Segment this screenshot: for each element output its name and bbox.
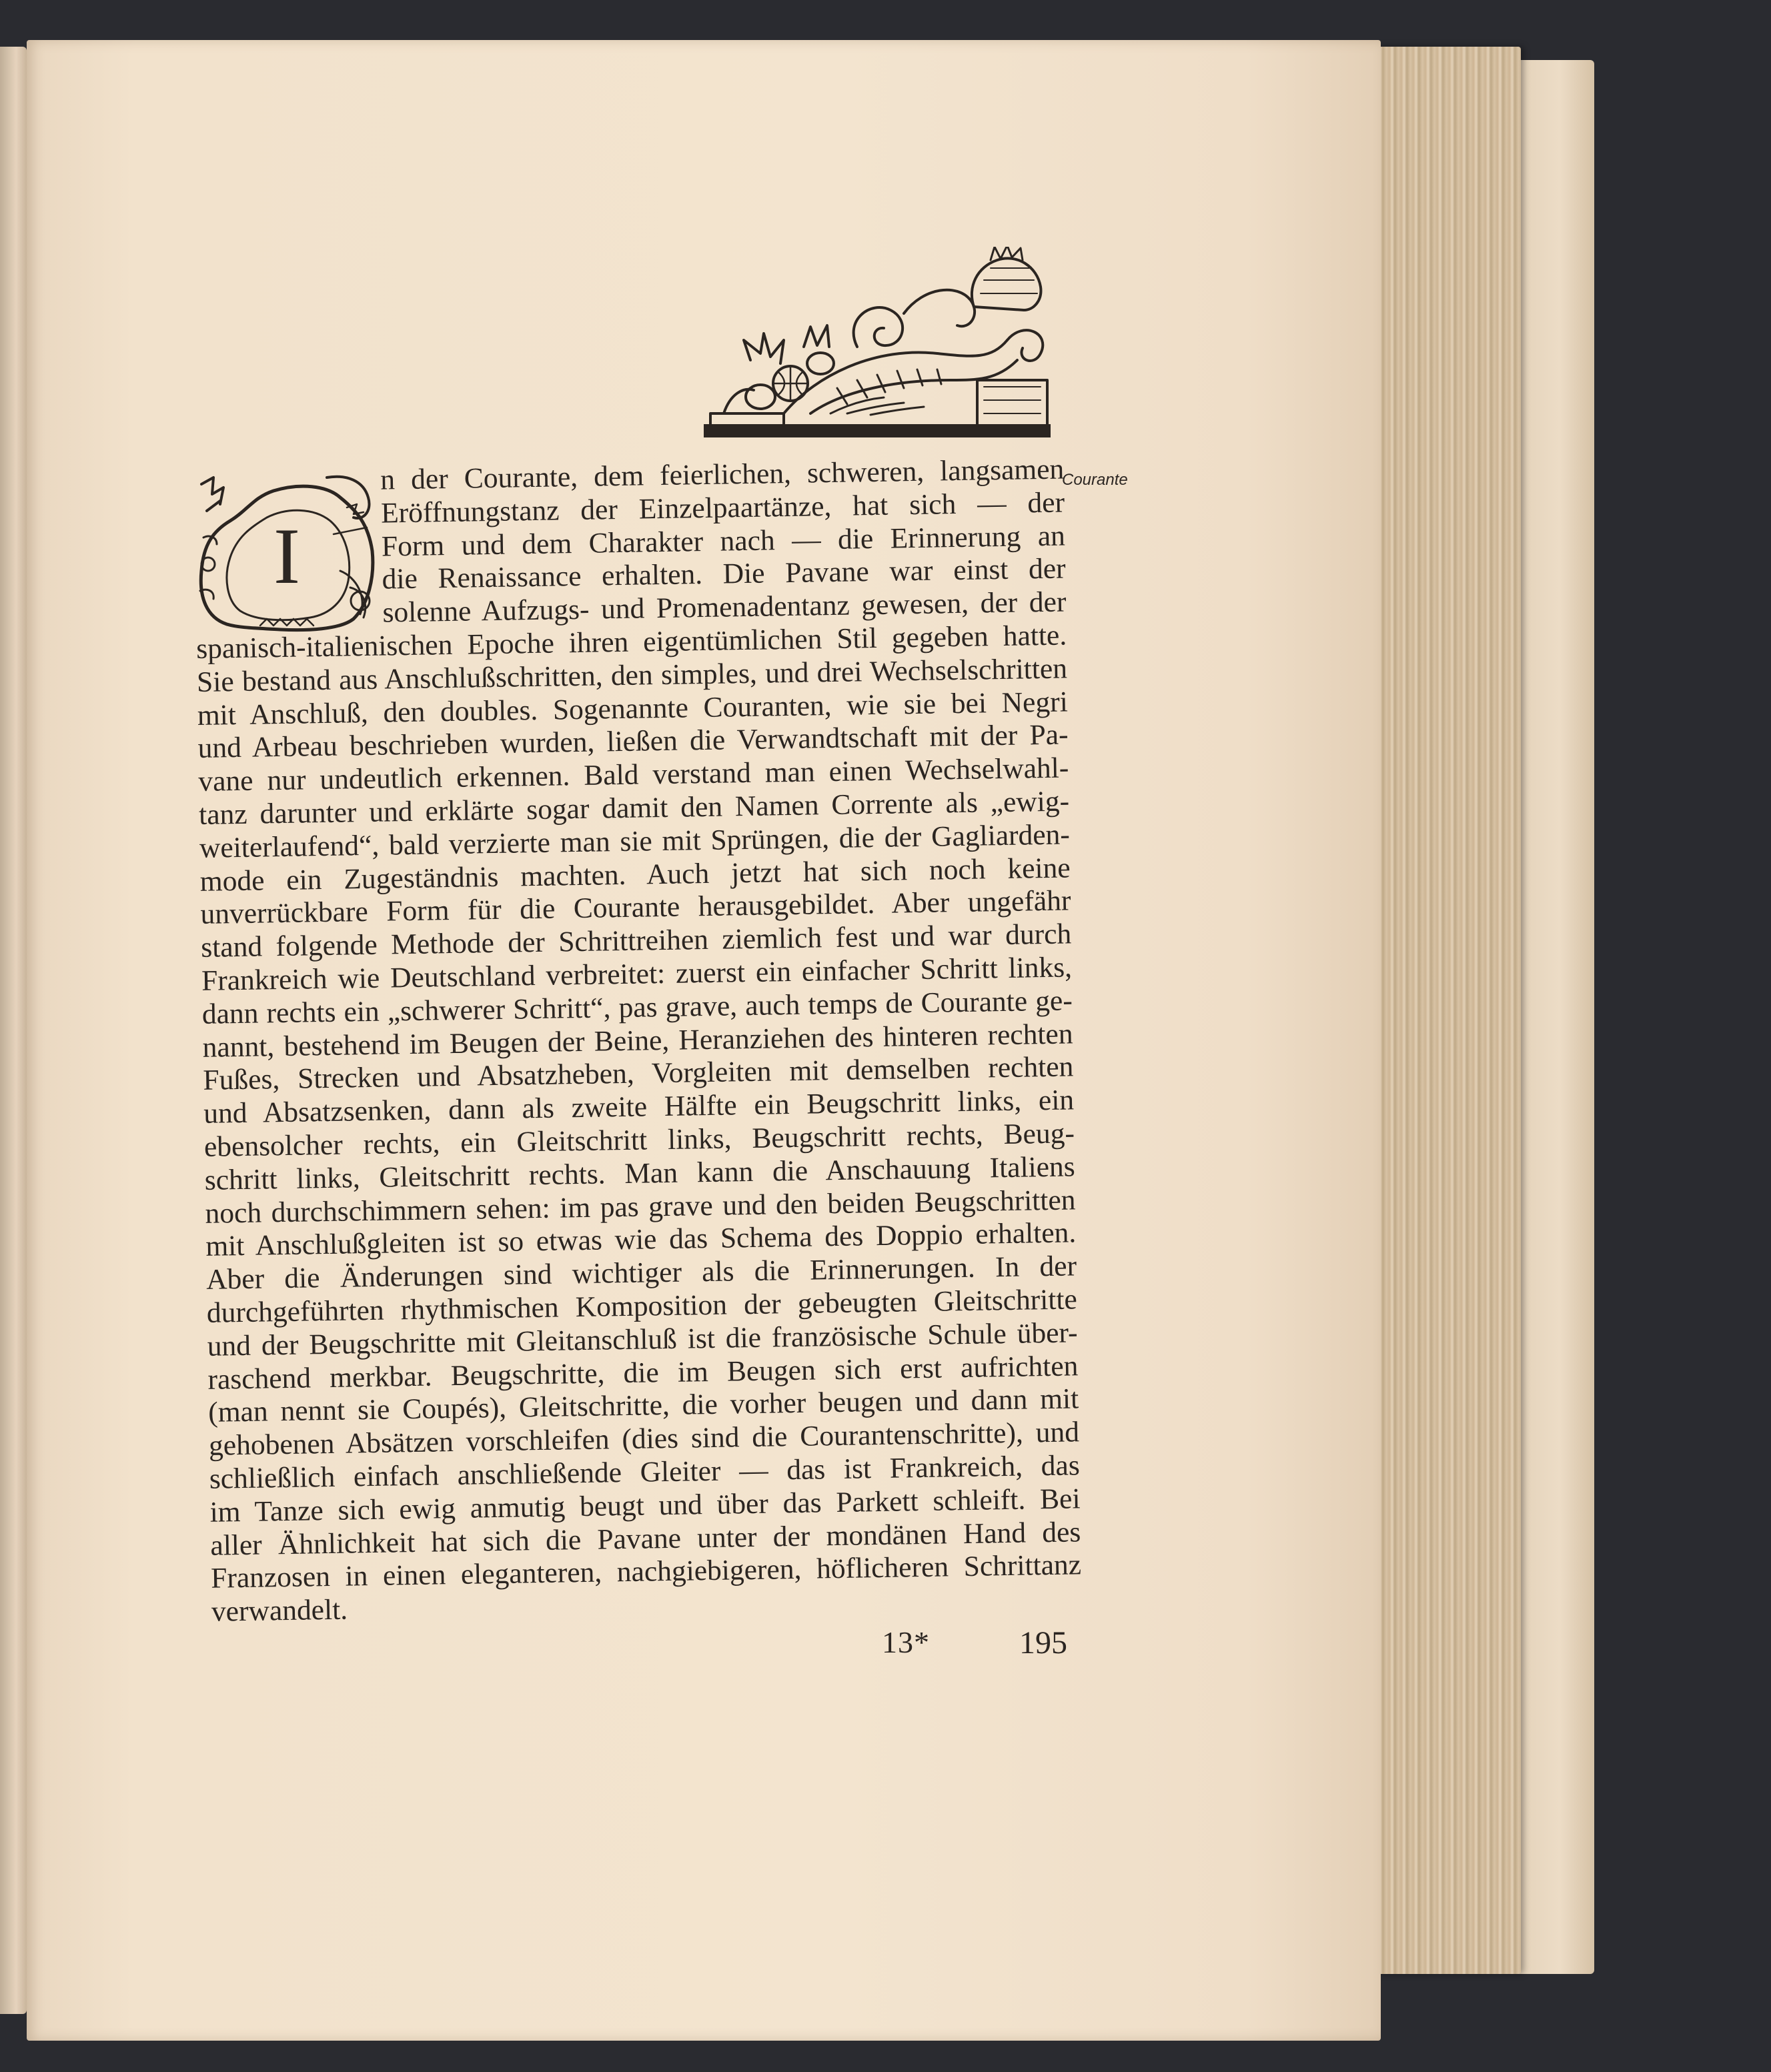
drop-cap-letter: I [273, 511, 300, 600]
text-line: nannt, bestehend im Beugen der Beine, Heranziehen des hinteren rechten [202, 1017, 1073, 1064]
text-line: verwandelt. [211, 1593, 348, 1628]
text-line: die Renaissance erhalten. Die Pavane war einst der [382, 552, 1066, 596]
text-line: schritt links, Gleitschritt rechts. Man kann die Anschauung Italiens [204, 1150, 1076, 1196]
text-line: tanz darunter und erklärte sogar damit den Namen Corrente als „ewig- [198, 785, 1070, 831]
text-line: Franzosen in einen eleganteren, nachgiebigeren, höflicheren Schrittanz [210, 1548, 1082, 1595]
text-line: weiterlaufend“, bald verzierte man sie mit Sprüngen, die der Gagliarden- [199, 818, 1071, 864]
text-line: und Arbeau beschrieben wurden, ließen die Verwandtschaft mit der Pa- [197, 718, 1069, 765]
text-line: und Absatzsenken, dann als zweite Hälfte ein Beugschritt links, ein [203, 1084, 1075, 1130]
text-line: dann rechts ein „schwerer Schritt“, pas grave, auch temps de Courante ge- [201, 984, 1073, 1030]
text-line: vane nur undeutlich erkennen. Bald verstand man einen Wechselwahl- [198, 752, 1069, 798]
body-text [193, 453, 1082, 1629]
page-number: 195 [1019, 1625, 1067, 1661]
text-line: im Tanze sich ewig anmutig beugt und über das Parkett schleift. Bei [209, 1482, 1081, 1528]
text-line: noch durchschimmern sehen: im pas grave und den beiden Beugschritten [205, 1183, 1076, 1230]
text-line: mode ein Zugeständnis machten. Auch jetzt hat sich noch keine [199, 851, 1071, 898]
page-block-edges [1374, 47, 1521, 1974]
text-line: und der Beugschritte mit Gleitanschluß ist die französische Schule über- [207, 1316, 1078, 1362]
text-line: ebensolcher rechts, ein Gleitschritt links, Beugschritt rechts, Beug- [203, 1117, 1075, 1163]
text-line: (man nennt sie Coupés), Gleitschritte, die vorher beugen und dann mit [207, 1382, 1079, 1429]
text-line: aller Ähnlichkeit hat sich die Pavane unter der mondänen Hand des [210, 1515, 1081, 1562]
text-line: durchgeführten rhythmischen Komposition der gebeugten Gleitschritte [206, 1283, 1078, 1329]
margin-note: Courante [1062, 471, 1128, 489]
text-line: Sie bestand aus Anschlußschritten, den simples, und drei Wechselschritten [196, 652, 1068, 698]
text-line: Frankreich wie Deutschland verbreitet: zuerst ein einfacher Schritt links, [201, 951, 1073, 997]
text-line: Eröffnungstanz der Einzelpaartänze, hat sich — der [380, 486, 1065, 530]
text-line: mit Anschluß, den doubles. Sogenannte Couranten, wie sie bei Negri [197, 686, 1069, 732]
text-line: Form und dem Charakter nach — die Erinnerung an [381, 520, 1066, 563]
facing-page-edge [0, 47, 27, 2014]
text-line: gehobenen Absätzen vorschleifen (dies sind die Courantenschritte), und [208, 1416, 1080, 1462]
ornament-vignette [704, 247, 1051, 447]
text-line: n der Courante, dem feierlichen, schweren, langsamen [380, 453, 1065, 496]
text-line: raschend merkbar. Beugschritte, die im Beugen sich erst aufrichten [207, 1349, 1079, 1396]
text-line: schließlich einfach anschließende Gleiter — das ist Frankreich, das [209, 1449, 1081, 1495]
text-line: spanisch-italienischen Epoche ihren eigentümlichen Stil gegeben hatte. [195, 619, 1067, 665]
text-line: Fußes, Strecken und Absatzheben, Vorgleiten mit demselben rechten [203, 1050, 1074, 1097]
text-line: mit Anschlußgleiten ist so etwas wie das Schema des Doppio erhalten. [205, 1216, 1077, 1263]
text-line: Aber die Änderungen sind wichtiger als die Erinnerungen. In der [205, 1250, 1077, 1296]
text-line: unverrückbare Form für die Courante herausgebildet. Aber ungefähr [200, 884, 1071, 931]
text-line: solenne Aufzugs- und Promenadentanz gewesen, der der [382, 586, 1067, 629]
text-line: stand folgende Methode der Schrittreihen ziemlich fest und war durch [200, 918, 1072, 964]
signature-mark: 13* [882, 1625, 930, 1659]
